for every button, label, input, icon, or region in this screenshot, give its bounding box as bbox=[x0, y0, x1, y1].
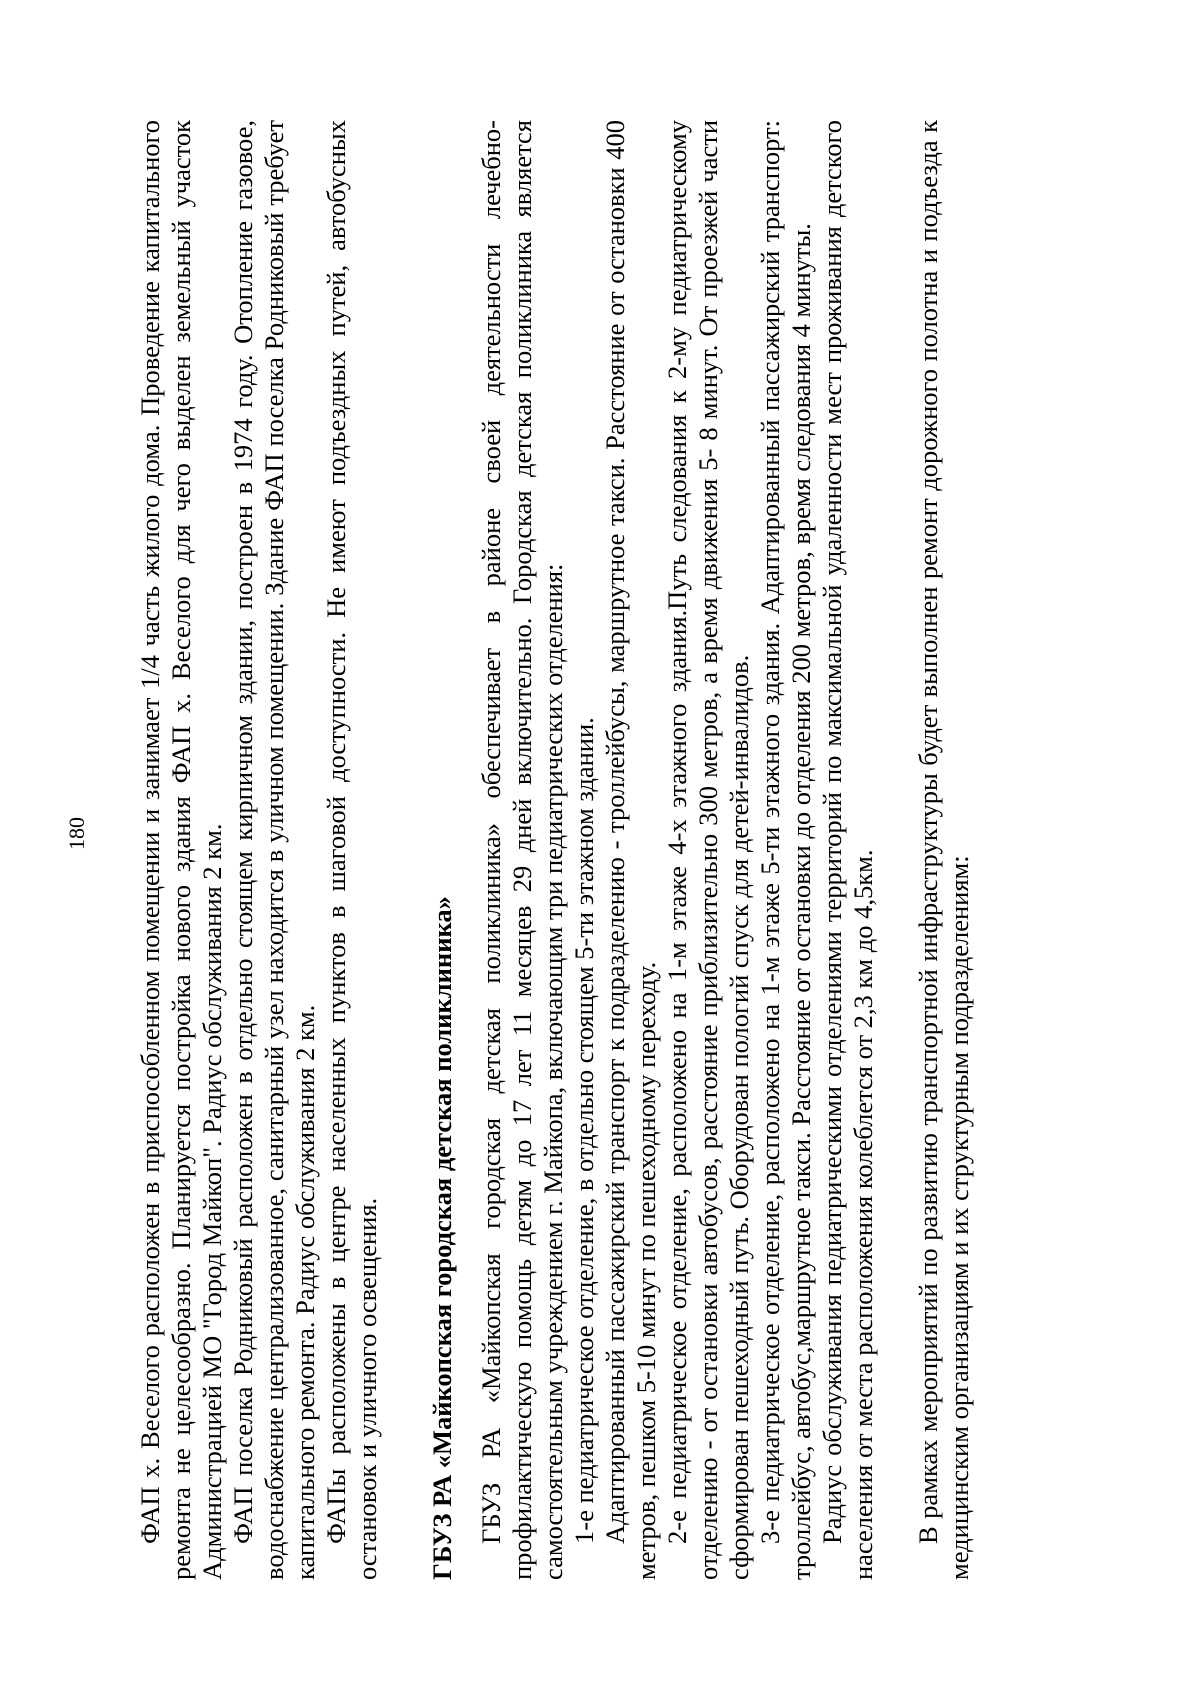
paragraph-fap-rodnikovyi: ФАП поселка Родниковый расположен в отдельно стоящем кирпичном здании, построен в 1974 году. Отопление газовое, водоснабжение централизованное, санитарный узел находится в уличном помещении. Здание ФАП поселка Родниковый требует капитального ремонта. Радиус обслуживания 2 км. bbox=[228, 120, 320, 1580]
spacer bbox=[458, 120, 476, 1580]
paragraph-fap-veselogo: ФАП х. Веселого расположен в приспособленном помещении и занимает 1/4 часть жилого дома. Проведение капитального ремонта не целесообразно. Планируется постройка нового здания ФАП х. Веселого для чего выделен земельный участок Администрацией МО "Город Майкоп". Радиус обслуживания 2 км. bbox=[135, 120, 227, 1580]
paragraph-dept-1-transport: Адаптированный пассажирский транспорт к подразделению - троллейбусы, маршрутное такси. Расстояние от остановки 400 метров, пешком 5-10 минут по пешеходному переходу. bbox=[600, 120, 661, 1580]
page-number-container bbox=[62, 817, 92, 860]
spacer bbox=[879, 120, 913, 1580]
paragraph-infrastructure: В рамках мероприятий по развитию транспортной инфраструктуры будет выполнен ремонт дорожного полотна и подъезда к медицинским организациям и их структурным подразделениям: bbox=[913, 120, 974, 1580]
paragraph-service-radius: Радиус обслуживания педиатрическими отделениями территорий по максимальной удаленности мест проживания детского населения от места расположения колеблется от 2,3 км до 4,5км. bbox=[817, 120, 878, 1580]
paragraph-dept-1: 1-е педиатрическое отделение, в отдельно стоящем 5-ти этажном здании. bbox=[569, 717, 599, 1544]
paragraph-dept-2: 2-е педиатрическое отделение, расположено на 1-м этаже 4-х этажного здания.Путь следования к 2-му педиатрическому отделению - от остановки автобусов, расстояние приблизительно 300 метров, а время движения 5- 8 минут. От проезжей части сформирован пешеходный путь. Оборудован пологий спуск для детей-инвалидов. bbox=[662, 120, 754, 1580]
page-number: 180 bbox=[64, 817, 89, 850]
section-heading: ГБУЗ РА «Майкопская городская детская поликлиника» bbox=[427, 896, 457, 1580]
paragraph-polyclinic-intro: ГБУЗ РА «Майкопская городская детская поликлиника» обеспечивает в районе своей деятельности лечебно-профилактическую помощь детям до 17 лет 11 месяцев 29 дней включительно. Городская детская поликлиника является самостоятельным учреждением г. Майкопа, включающим три педиатрических отделения: bbox=[476, 120, 568, 1580]
paragraph-fap-location: ФАПы расположены в центре населенных пунктов в шаговой доступности. Не имеют подъездных путей, автобусных остановок и уличного освещения. bbox=[321, 120, 382, 1580]
paragraph-dept-3: 3-е педиатрическое отделение, расположено на 1-м этаже 5-ти этажного здания. Адаптированный пассажирский транспорт: троллейбус, автобус,маршрутное такси. Расстояние от остановки до отделения 200 метров, время следования 4 минуты. bbox=[755, 120, 816, 1580]
rotated-text-block bbox=[135, 120, 1035, 1580]
spacer bbox=[383, 120, 427, 1580]
